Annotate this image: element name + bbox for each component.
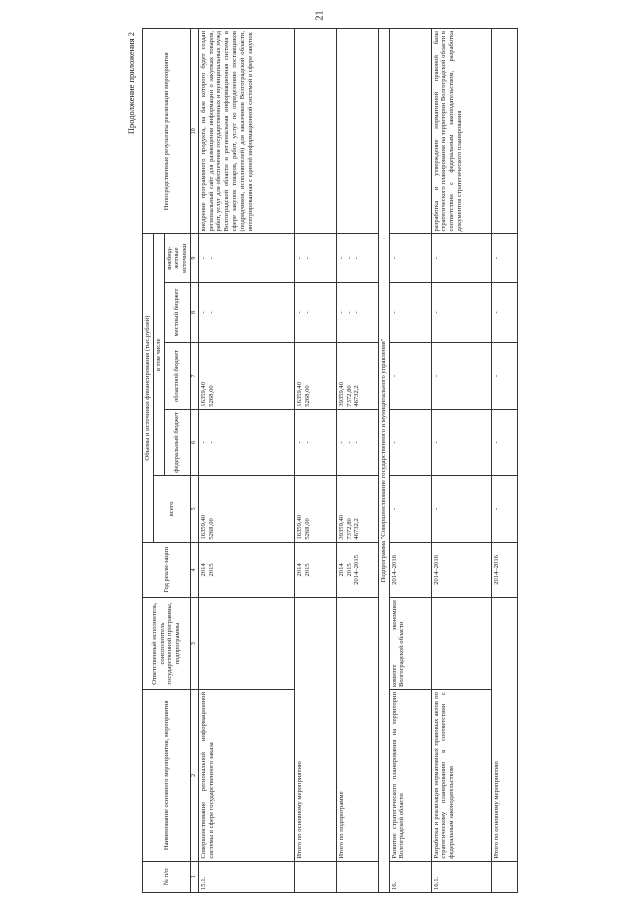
row-result: разработка и утверждение нормативной правовой базы стратегического планирования на территории Волгоградской области в соответствии с федеральным законодательством, разработка документов стратегического планирования [431,29,491,235]
row-regional: 39359,40 7372,80 46732,2 [336,343,378,409]
row-local: - - - [336,282,378,342]
table-row [431,29,491,893]
row-years: 2014–2016 [431,542,491,598]
rotated-landscape-page [126,28,630,893]
table-row [336,29,378,893]
col-number: 2 [190,690,198,862]
row-offbudget: - [491,234,517,282]
subprogram-title: Подпрограмма "Совершенствование государственного и муниципального управления" [378,29,389,893]
row-executor: комитет экономики Волгоградской области [389,598,431,690]
row-regional: - [389,343,431,409]
row-years: 2014 2015 [294,542,336,598]
row-federal: - - [294,409,336,475]
appendix-title: Продолжение приложения 2 [126,32,136,135]
row-total: - [491,476,517,542]
row-federal: - [389,409,431,475]
funding-table [142,28,518,893]
col-number: 3 [190,598,198,690]
row-local: - [389,282,431,342]
col-number: 10 [190,29,198,235]
header-offbudget: внебюд-жетные источники [164,234,190,282]
header-num: № п/п [143,861,191,892]
col-number: 9 [190,234,198,282]
col-number: 4 [190,542,198,598]
row-years: 2014 2015 [198,542,294,598]
header-executor: Ответственный исполнитель, соисполнитель государственной программы, подпрограммы [143,598,191,690]
row-total: 39359,40 7372,80 46732,2 [336,476,378,542]
header-total: всего [153,476,190,542]
row-number: 16. [389,861,431,892]
col-number: 7 [190,343,198,409]
row-federal: - [491,409,517,475]
header-year: Год реали-зации [143,542,191,598]
row-total: 16359,40 5268,00 [294,476,336,542]
page-number: 21 [314,10,326,21]
row-offbudget: - - [294,234,336,282]
row-executor [198,598,294,690]
header-row-1 [143,29,154,893]
header-in-that: в том числе [153,234,164,476]
row-regional: 16359,40 5268,00 [294,343,336,409]
row-offbudget: - - [198,234,294,282]
subprogram-row [378,29,389,893]
row-local: - [431,282,491,342]
row-total: - [431,476,491,542]
row-local: - [491,282,517,342]
row-offbudget: - - - [336,234,378,282]
row-executor [431,598,491,690]
row-result [389,29,431,235]
col-number: 8 [190,282,198,342]
col-number: 6 [190,409,198,475]
table-row [389,29,431,893]
col-number: 1 [190,861,198,892]
row-total: - [389,476,431,542]
table-row [294,29,336,893]
header-regional: областной бюджет [164,343,190,409]
row-local: - - [198,282,294,342]
row-years: 2014–2016 [491,542,517,598]
row-name: Развитие стратегического планирования на территории Волгоградской области [389,690,431,862]
table-row [491,29,517,893]
row-name: Совершенствование региональной информационной системы в сфере государственного заказа [198,690,294,862]
row-name: Итого по основному мероприятию [491,598,517,861]
row-name: Итого по основному мероприятию [294,598,336,861]
row-years: 2014–2016 [389,542,431,598]
row-offbudget: - [389,234,431,282]
table-row [198,29,294,893]
column-numbers-row [190,29,198,893]
row-federal: - [431,409,491,475]
row-regional: - [431,343,491,409]
row-number: 15.1. [198,861,294,892]
header-funding: Объемы и источники финансирования (тыс.рублей) [143,234,154,542]
row-regional: 16359,40 5268,00 [198,343,294,409]
header-results: Непосредственные результаты реализации мероприятия [143,29,191,235]
row-total: 16359,40 5268,00 [198,476,294,542]
header-federal: федеральный бюджет [164,409,190,475]
row-number: 16.1. [431,861,491,892]
row-years: 2014 2015 2014–2015 [336,542,378,598]
header-name: Наименование основного мероприятия, мероприятия [143,690,191,862]
col-number: 5 [190,476,198,542]
row-local: - - [294,282,336,342]
row-regional: - [491,343,517,409]
row-federal: - - [198,409,294,475]
header-local: местный бюджет [164,282,190,342]
row-result: внедрение программного продукта, на базе которого будет создан региональный сайт для размещения информации о закупках товаров, работ, услуг для обеспечения государственных и муниципальных нужд Волгоградской области и региональная информационная система в сфере закупок товаров, работ, услуг по определению поставщиков (подрядчиков, исполнителей) для заказчиков Волгоградской области, интегрированная с единой информационной системой в сфере закупок [198,29,294,235]
row-federal: - - - [336,409,378,475]
row-name: Итого по подпрограмме [336,598,378,861]
row-name: Разработка и реализация нормативных правовых актов по стратегическому планированию в соответствии с федеральным законодательством [431,690,491,862]
row-offbudget: - [431,234,491,282]
